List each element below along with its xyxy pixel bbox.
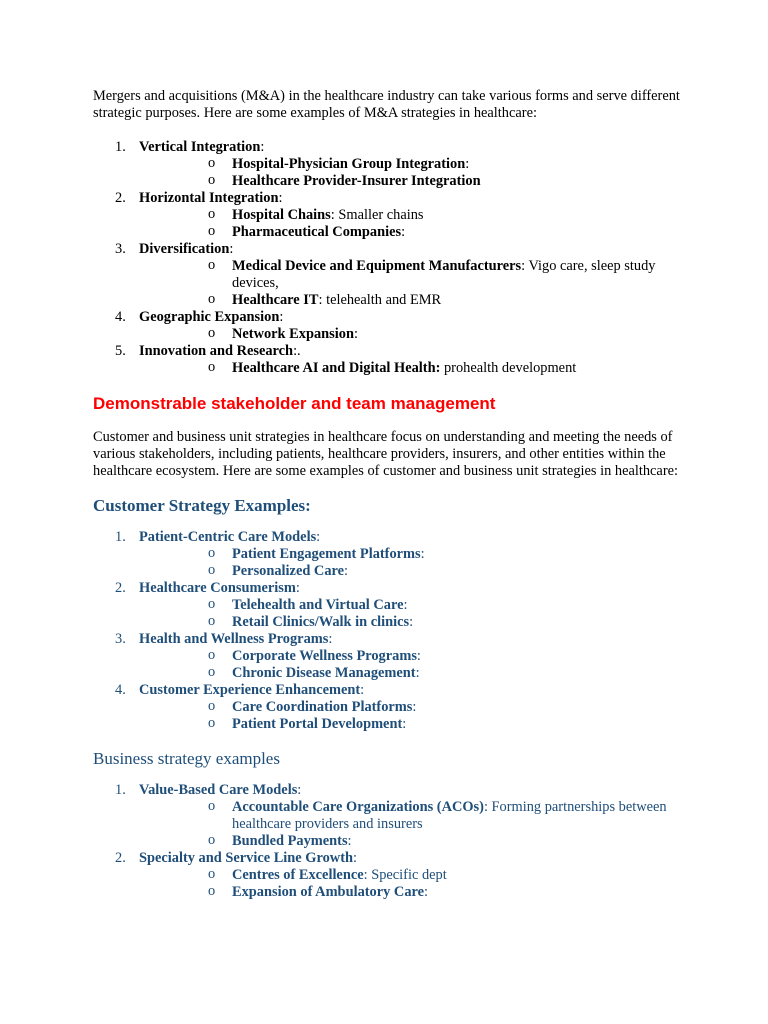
bullet-icon: o: [208, 257, 216, 273]
list-item: [93, 343, 683, 377]
list-item-title: Health and Wellness Programs: [139, 631, 329, 647]
sub-item-suffix: :: [521, 258, 526, 274]
sub-item-suffix: :: [409, 614, 414, 630]
bullet-icon: o: [208, 715, 216, 731]
sub-item-suffix: :: [420, 546, 425, 562]
sub-item-title: Patient Engagement Platforms: [232, 546, 421, 562]
list-item-suffix: :: [278, 190, 283, 206]
sub-list: [139, 360, 683, 377]
list-item-suffix: :: [295, 580, 300, 596]
bullet-icon: o: [208, 155, 216, 171]
sub-item-suffix: :: [465, 156, 470, 172]
list-item-suffix: :: [328, 631, 333, 647]
list-item: [93, 782, 683, 850]
sub-item-title: Hospital Chains: [232, 207, 331, 223]
bullet-icon: o: [208, 832, 216, 848]
bullet-icon: o: [208, 798, 216, 814]
list-item-title: Diversification: [139, 241, 230, 257]
sub-list-item: [139, 699, 683, 716]
sub-list-item: [139, 360, 683, 377]
sub-list-item: [139, 833, 683, 850]
sub-item-text: Smaller chains: [334, 207, 424, 223]
sub-item-suffix: :: [403, 597, 408, 613]
list-item-title: Horizontal Integration: [139, 190, 279, 206]
sub-item-title: Hospital-Physician Group Integration: [232, 156, 466, 172]
list-item-suffix: :: [297, 782, 302, 798]
sub-item-title: Telehealth and Virtual Care: [232, 597, 404, 613]
sub-list-item: [139, 884, 683, 901]
sub-item-text: Vigo care, sleep study devices,: [232, 258, 656, 291]
list-item: [93, 580, 683, 631]
sub-item-title: Expansion of Ambulatory Care: [232, 884, 425, 900]
list-item-suffix: :: [360, 682, 365, 698]
list-number: 5.: [115, 343, 126, 359]
list-item: [93, 190, 683, 241]
customer-strategy-heading: Customer Strategy Examples:: [93, 496, 311, 515]
sub-item-title: Healthcare IT: [232, 292, 319, 308]
sub-list-item: [139, 258, 683, 292]
sub-item-title: Network Expansion: [232, 326, 354, 342]
sub-item-suffix: :: [344, 563, 349, 579]
sub-item-title: Corporate Wellness Programs: [232, 648, 417, 664]
sub-list-item: [139, 546, 683, 563]
sub-list-item: [139, 224, 683, 241]
list-number: 3.: [115, 631, 126, 647]
sub-list: [139, 546, 683, 580]
bullet-icon: o: [208, 291, 216, 307]
list-item-title: Geographic Expansion: [139, 309, 280, 325]
bullet-icon: o: [208, 545, 216, 561]
business-strategy-list: [93, 782, 683, 901]
intro-paragraph: Mergers and acquisitions (M&A) in the healthcare industry can take various forms and serve different strategic purposes. Here are some examples of M&A strategies in healthcare:: [93, 88, 680, 121]
list-item-suffix: :: [353, 850, 357, 866]
sub-item-suffix: :: [330, 207, 335, 223]
sub-list: [139, 207, 683, 241]
list-number: 3.: [115, 241, 126, 257]
customer-strategy-list: [93, 529, 683, 733]
sub-item-suffix: :: [412, 699, 417, 715]
list-item-title: Value-Based Care Models: [139, 782, 298, 798]
bullet-icon: o: [208, 223, 216, 239]
sub-list-item: [139, 799, 683, 833]
sub-list-item: [139, 156, 683, 173]
list-item-title: Vertical Integration: [139, 139, 261, 155]
list-item-title: Innovation and Research: [139, 343, 294, 359]
sub-item-suffix: :: [363, 867, 368, 883]
sub-list: [139, 867, 683, 901]
sub-list: [139, 699, 683, 733]
bullet-icon: o: [208, 172, 216, 188]
list-number: 4.: [115, 309, 126, 325]
section-heading: Demonstrable stakeholder and team management: [93, 394, 496, 413]
sub-list-item: [139, 867, 683, 884]
sub-item-text: prohealth development: [440, 360, 577, 376]
list-number: 4.: [115, 682, 126, 698]
sub-list-item: [139, 716, 683, 733]
sub-item-suffix: :: [401, 224, 406, 240]
list-number: 2.: [115, 850, 126, 866]
sub-item-suffix: :: [424, 884, 429, 900]
sub-list-item: [139, 597, 683, 614]
sub-item-title: Pharmaceutical Companies: [232, 224, 402, 240]
sub-item-title: Healthcare Provider-Insurer Integration: [232, 173, 481, 189]
sub-list-item: [139, 665, 683, 682]
list-item-suffix: :.: [293, 343, 301, 359]
sub-item-title: Care Coordination Platforms: [232, 699, 413, 715]
ma-strategy-list: [93, 139, 683, 377]
list-item: [93, 682, 683, 733]
sub-list-item: [139, 173, 683, 190]
sub-list: [139, 156, 683, 190]
sub-item-text: Forming partnerships between healthcare providers and insurers: [232, 799, 667, 832]
list-item: [93, 850, 683, 901]
bullet-icon: o: [208, 206, 216, 222]
sub-list-item: [139, 326, 683, 343]
list-item: [93, 529, 683, 580]
bullet-icon: o: [208, 562, 216, 578]
list-item-title: Specialty and Service Line Growth: [139, 850, 353, 866]
list-number: 1.: [115, 139, 126, 155]
sub-item-suffix: :: [318, 292, 323, 308]
bullet-icon: o: [208, 596, 216, 612]
sub-item-title: Centres of Excellence: [232, 867, 364, 883]
list-item: [93, 139, 683, 190]
stakeholder-paragraph: Customer and business unit strategies in healthcare focus on understanding and meeting the needs of various stakeholders, including patients, healthcare providers, insurers, and other entities within the healthcare ecosystem. Here are some examples of customer and business unit strategies in healthcare:: [93, 429, 678, 479]
sub-list: [139, 648, 683, 682]
list-item-suffix: :: [229, 241, 234, 257]
list-number: 2.: [115, 580, 126, 596]
sub-item-suffix: :: [353, 326, 358, 342]
sub-list-item: [139, 207, 683, 224]
sub-item-text: telehealth and EMR: [322, 292, 442, 308]
bullet-icon: o: [208, 866, 216, 882]
sub-list: [139, 799, 683, 850]
sub-item-suffix: :: [347, 833, 352, 849]
bullet-icon: o: [208, 883, 216, 899]
sub-item-title: Healthcare AI and Digital Health:: [232, 360, 441, 376]
sub-item-suffix: :: [483, 799, 488, 815]
sub-item-title: Bundled Payments: [232, 833, 348, 849]
bullet-icon: o: [208, 613, 216, 629]
sub-item-text: Specific dept: [367, 867, 447, 883]
sub-item-title: Retail Clinics/Walk in clinics: [232, 614, 410, 630]
sub-item-suffix: :: [402, 716, 407, 732]
list-item-suffix: :: [316, 529, 321, 545]
list-item: [93, 241, 683, 309]
business-strategy-heading: Business strategy examples: [93, 749, 280, 768]
list-number: 2.: [115, 190, 126, 206]
sub-list: [139, 258, 683, 309]
list-item-title: Customer Experience Enhancement: [139, 682, 361, 698]
bullet-icon: o: [208, 647, 216, 663]
list-item-title: Patient-Centric Care Models: [139, 529, 317, 545]
list-item-suffix: :: [260, 139, 265, 155]
sub-list-item: [139, 648, 683, 665]
sub-item-title: Chronic Disease Management: [232, 665, 416, 681]
sub-list: [139, 597, 683, 631]
sub-item-title: Accountable Care Organizations (ACOs): [232, 799, 484, 815]
document-page: [93, 88, 683, 901]
sub-item-title: Patient Portal Development: [232, 716, 403, 732]
sub-item-title: Medical Device and Equipment Manufacturers: [232, 258, 522, 274]
sub-list-item: [139, 563, 683, 580]
bullet-icon: o: [208, 664, 216, 680]
bullet-icon: o: [208, 698, 216, 714]
list-item: [93, 631, 683, 682]
list-number: 1.: [115, 782, 126, 798]
list-item-suffix: :: [279, 309, 284, 325]
list-number: 1.: [115, 529, 126, 545]
list-item: [93, 309, 683, 343]
list-item-title: Healthcare Consumerism: [139, 580, 296, 596]
bullet-icon: o: [208, 359, 216, 375]
sub-item-suffix: :: [415, 665, 420, 681]
bullet-icon: o: [208, 325, 216, 341]
sub-list-item: [139, 292, 683, 309]
sub-list-item: [139, 614, 683, 631]
sub-list: [139, 326, 683, 343]
sub-item-title: Personalized Care: [232, 563, 345, 579]
sub-item-suffix: :: [416, 648, 421, 664]
